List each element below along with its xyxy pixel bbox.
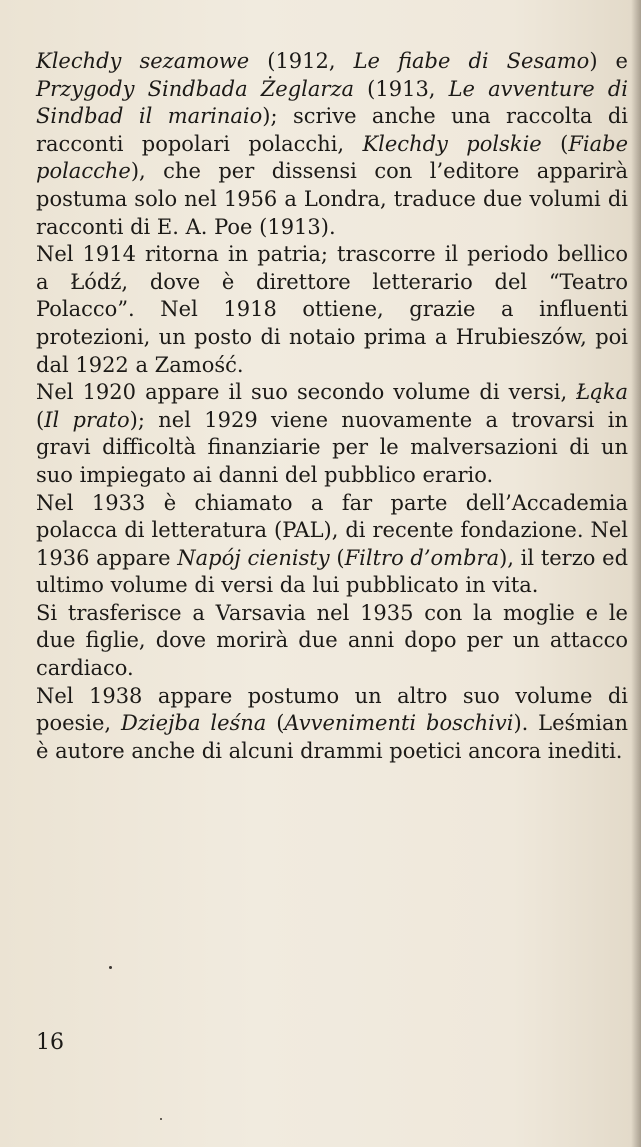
italic-title-run: Łąka [576,380,628,405]
text-run: Nel 1920 appare il suo secondo volume di versi, [36,380,577,405]
text-run: ); scrive anche una raccolta di racconti popolari polacchi, [36,104,628,156]
italic-title-run: Klechdy polskie [362,131,542,156]
text-run: ( [266,711,285,736]
italic-title-run: Le fiabe di Sesamo [353,49,590,73]
text-run: (1913, [354,76,449,101]
italic-title-run: Dziejba leśna [120,711,267,736]
body-text [36,48,628,765]
text-run: ); nel 1929 viene nuovamente a trovarsi in gravi difficoltà finanziarie per le malversazioni di un suo impiegato ai danni del pubblico erario. [36,407,628,487]
italic-title-run: Le avventure di Sindbad il marinaio [36,76,629,129]
text-run: ( [329,545,345,570]
ink-speck [160,1118,162,1120]
italic-title-run: Przygody Sindbada Żeglarza [36,76,355,101]
italic-title-run: Fiabe polacche [36,131,628,184]
text-run: (1912, [249,49,354,73]
text-run: ( [36,407,45,432]
italic-title-run: Filtro d’ombra [344,545,500,570]
text-run: Si trasferisce a Varsavia nel 1935 con la moglie e le due figlie, dove morirà due anni dopo per un attacco cardiaco. [36,600,628,681]
italic-title-run: Napój cienisty [177,545,330,570]
text-run: ) e [589,49,628,73]
italic-title-run: Klechdy sezamowe [36,49,250,73]
paragraph-warsaw-1935 [36,600,628,683]
ink-speck [109,966,112,969]
paragraph-1933-academy [36,490,628,600]
text-run: ), il terzo ed ultimo volume di versi da lui pubblicato in vita. [36,545,629,598]
italic-title-run: Il prato [44,407,130,432]
page-number: 16 [36,1030,64,1055]
text-run: Nel 1914 ritorna in patria; trascorre il periodo bellico a Łódź, dove è direttore letterario del “Teatro Polacco”. Nel 1918 ottiene, grazie a influenti protezioni, un posto di notaio prima a Hrubieszów, poi dal 1922 a Zamość. [36,242,628,377]
page-edge-shadow [631,0,641,1147]
text-run: Nel 1938 appare postumo un altro suo volume di poesie, [36,683,628,736]
paragraph-1938-posthumous [36,683,628,766]
text-run: ( [541,131,569,156]
text-run: ), che per dissensi con l’editore apparirà postuma solo nel 1956 a Londra, traduce due volumi di racconti di E. A. Poe (1913). [36,159,628,239]
text-run: Nel 1933 è chiamato a far parte dell’Accademia polacca di letteratura (PAL), di recente fondazione. Nel 1936 appare [36,490,628,570]
paragraph-1920-laka [36,379,628,489]
italic-title-run: Avvenimenti boschivi [284,711,514,736]
paragraph-return-1914 [36,241,628,379]
paragraph-works-1912-1913 [36,48,628,241]
text-run: ). Leśmian è autore anche di alcuni drammi poetici ancora inediti. [36,711,629,763]
